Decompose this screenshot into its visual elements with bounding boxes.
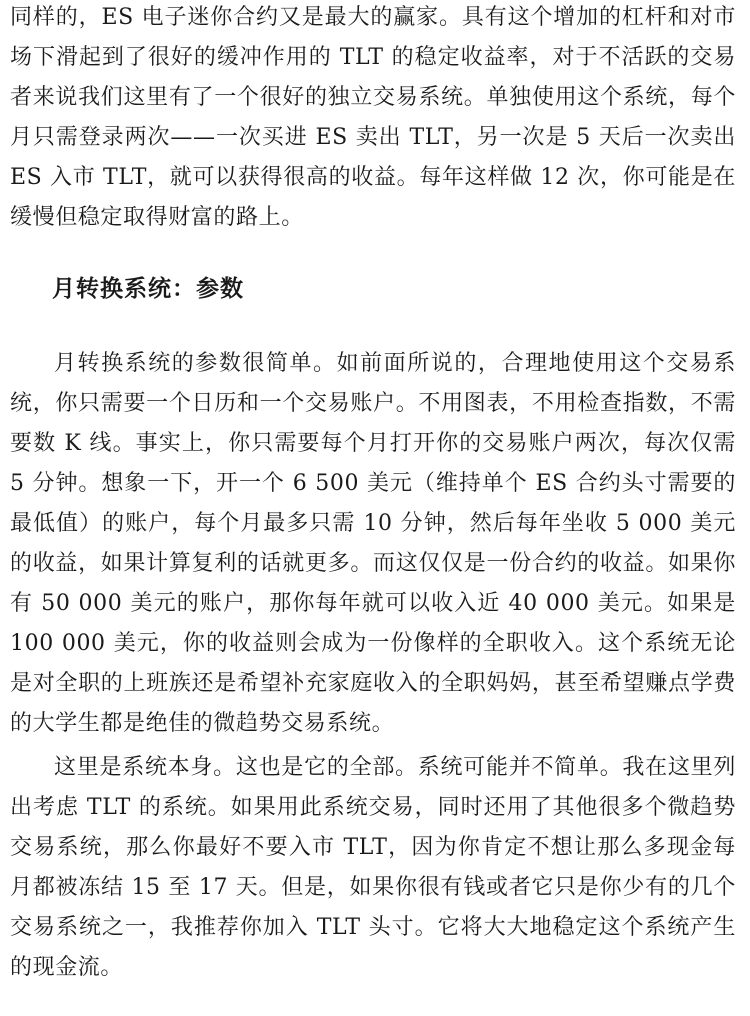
- body-paragraph-1: 同样的，ES 电子迷你合约又是最大的赢家。具有这个增加的杠杆和对市场下滑起到了很好的缓冲作用的 TLT 的稳定收益率，对于不活跃的交易者来说我们这里有了一个很好的独立交易系统。单独使用这个系统，每个月只需登录两次——一次买进 ES 卖出 TLT，另一次是 5 天后一次卖出 ES 入市 TLT，就可以获得很高的收益。每年这样做 12 次，你可能是在缓慢但稳定取得财富的路上。: [10, 5, 736, 230]
- body-paragraph-3: 这里是系统本身。这也是它的全部。系统可能并不简单。我在这里列出考虑 TLT 的系统。如果用此系统交易，同时还用了其他很多个微趋势交易系统，那么你最好不要入市 TLT，因为你肯定不想让那么多现金每月都被冻结 15 至 17 天。但是，如果你很有钱或者它只是你少有的几个交易系统之一，我推荐你加入 TLT 头寸。它将大大地稳定这个系统产生的现金流。: [10, 755, 736, 980]
- section-heading: 月转换系统：参数: [52, 276, 244, 302]
- body-paragraph-2: 月转换系统的参数很简单。如前面所说的，合理地使用这个交易系统，你只需要一个日历和一个交易账户。不用图表，不用检查指数，不需要数 K 线。事实上，你只需要每个月打开你的交易账户两次，每次仅需 5 分钟。想象一下，开一个 6 500 美元（维持单个 ES 合约头寸需要的最低值）的账户，每个月最多只需 10 分钟，然后每年坐收 5 000 美元的收益，如果计算复利的话就更多。而这仅仅是一份合约的收益。如果你有 50 000 美元的账户，那你每年就可以收入近 40 000 美元。如果是 100 000 美元，你的收益则会成为一份像样的全职收入。这个系统无论是对全职的上班族还是希望补充家庭收入的全职妈妈，甚至希望赚点学费的大学生都是绝佳的微趋势交易系统。: [10, 351, 736, 736]
